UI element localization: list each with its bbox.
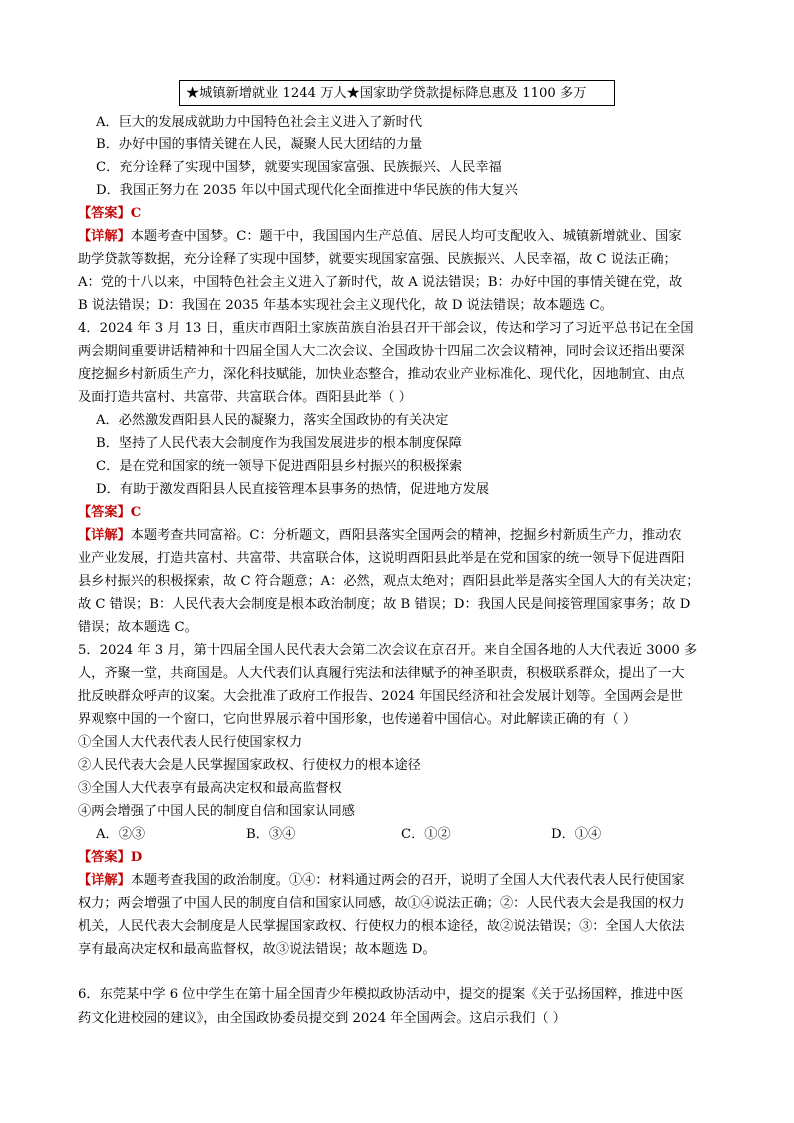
q4-option-d: D．有助于激发酉阳县人民直接管理本县事务的热情，促进地方发展	[96, 482, 490, 497]
q4-option-a: A．必然激发酉阳县人民的凝聚力，落实全国政协的有关决定	[96, 413, 449, 428]
q5-option-a: A．②③	[96, 827, 146, 842]
answer-value: C	[130, 505, 142, 520]
q3-option-a: A．巨大的发展成就助力中国特色社会主义进入了新时代	[96, 115, 423, 130]
q4-detail-line: 业产业发展，打造共富村、共富带、共富联合体，这说明酉阳县此举是在党和国家的统一领导下促进酉阳	[78, 551, 685, 566]
q5-option-b: B．③④	[246, 827, 296, 842]
q5-item-2: ②人民代表大会是人民掌握国家政权、行使权力的根本途径	[78, 758, 421, 773]
q4-stem-line: 两会期间重要讲话精神和十四届全国人大二次会议、全国政协十四届二次会议精神，同时会议还指出要深	[78, 344, 685, 359]
q5-item-3: ③全国人大代表享有最高决定权和最高监督权	[78, 781, 342, 796]
q4-stem-line: 度挖掘乡村新质生产力，深化科技赋能，加快业态整合，推动农业产业标准化、现代化，因地制宜、由点	[78, 367, 685, 382]
q5-option-d: D．①④	[551, 827, 602, 842]
q4-detail-line: 【详解】本题考查共同富裕。C：分析题文，酉阳县落实全国两会的精神，挖掘乡村新质生产力，推动农	[78, 528, 682, 543]
answer-label: 【答案】	[78, 505, 131, 520]
q5-stem-line: 界观察中国的一个窗口，它向世界展示着中国形象，也传递着中国信心。对此解读正确的有（ ）	[78, 712, 637, 727]
q4-detail-line: 故 C 错误；B：人民代表大会制度是根本政治制度；故 B 错误；D：我国人民是间接管理国家事务；故 D	[78, 597, 691, 612]
q5-answer	[78, 848, 142, 868]
q3-detail-line: 助学贷款等数据，充分诠释了实现中国梦，就要实现国家富强、民族振兴、人民幸福，故 C 说法正确；	[78, 252, 677, 267]
q3-option-b: B．办好中国的事情关键在人民，凝聚人民大团结的力量	[96, 137, 423, 152]
q5-options-row	[96, 825, 601, 845]
q3-detail-line: 【详解】本题考查中国梦。C：题干中，我国国内生产总值、居民人均可支配收入、城镇新增就业、国家	[78, 229, 682, 244]
material-box-text: ★城镇新增就业 1244 万人★国家助学贷款提标降息惠及 1100 多万	[186, 86, 587, 101]
q6-stem-line: 6．东莞某中学 6 位中学生在第十届全国青少年模拟政协活动中，提交的提案《关于弘扬国粹，推进中医	[78, 987, 684, 1002]
material-box	[179, 80, 615, 106]
answer-label: 【答案】	[78, 206, 131, 221]
q5-option-c: C．①②	[401, 827, 451, 842]
q5-detail-line: 机关，人民代表大会制度是人民掌握国家政权、行使权力的根本途径，故②说法错误；③：全国人大依法	[78, 919, 685, 934]
q4-stem-line: 及面打造共富村、共富带、共富联合体。酉阳县此举（ ）	[78, 390, 412, 405]
q4-answer	[78, 503, 141, 523]
q4-option-c: C．是在党和国家的统一领导下促进酉阳县乡村振兴的积极探索	[96, 459, 463, 474]
answer-value: C	[130, 206, 142, 221]
q5-item-1: ①全国人大代表代表人民行使国家权力	[78, 735, 303, 750]
answer-value: D	[130, 850, 143, 865]
q4-stem-line: 4．2024 年 3 月 13 日，重庆市酉阳土家族苗族自治县召开干部会议，传达和学习了习近平总书记在全国	[78, 321, 694, 336]
detail-label: 【详解】	[78, 873, 131, 888]
q3-option-d: D．我国正努力在 2035 年以中国式现代化全面推进中华民族的伟大复兴	[96, 183, 518, 198]
q4-detail-line: 县乡村振兴的积极探索，故 C 符合题意；A：必然，观点太绝对；酉阳县此举是落实全国人大的有关决定；	[78, 574, 700, 589]
q5-item-4: ④两会增强了中国人民的制度自信和国家认同感	[78, 804, 355, 819]
q6-stem-line: 药文化进校园的建议》，由全国政协委员提交到 2024 年全国两会。这启示我们（ ）	[78, 1011, 566, 1026]
q4-option-b: B．坚持了人民代表大会制度作为我国发展进步的根本制度保障	[96, 436, 462, 451]
q5-detail-line: 享有最高决定权和最高监督权，故③说法错误；故本题选 D。	[78, 942, 436, 957]
q5-detail-line: 权力；两会增强了中国人民的制度自信和国家认同感，故①④说法正确；②：人民代表大会是我国的权力	[78, 896, 685, 911]
q5-stem-line: 人，齐聚一堂，共商国是。人大代表们认真履行宪法和法律赋予的神圣职责，积极联系群众，提出了一大	[78, 666, 685, 681]
q4-detail-line: 错误；故本题选 C。	[78, 620, 198, 635]
detail-label: 【详解】	[78, 229, 131, 244]
detail-label: 【详解】	[78, 528, 131, 543]
q5-stem-line: 批反映群众呼声的议案。大会批准了政府工作报告、2024 年国民经济和社会发展计划等。全国两会是世	[78, 689, 683, 704]
q3-detail-line: B 说法错误；D：我国在 2035 年基本实现社会主义现代化，故 D 说法错误；故本题选 C。	[78, 298, 613, 313]
q3-detail-line: A：党的十八以来，中国特色社会主义进入了新时代，故 A 说法错误；B：办好中国的事情关键在党，故	[78, 275, 683, 290]
q5-stem-line: 5．2024 年 3 月，第十四届全国人民代表大会第二次会议在京召开。来自全国各地的人大代表近 3000 多	[78, 643, 698, 658]
q5-detail-line: 【详解】本题考查我国的政治制度。①④：材料通过两会的召开，说明了全国人大代表代表人民行使国家	[78, 873, 685, 888]
q3-answer	[78, 204, 141, 224]
answer-label: 【答案】	[78, 850, 131, 865]
q3-option-c: C．充分诠释了实现中国梦，就要实现国家富强、民族振兴、人民幸福	[96, 160, 502, 175]
